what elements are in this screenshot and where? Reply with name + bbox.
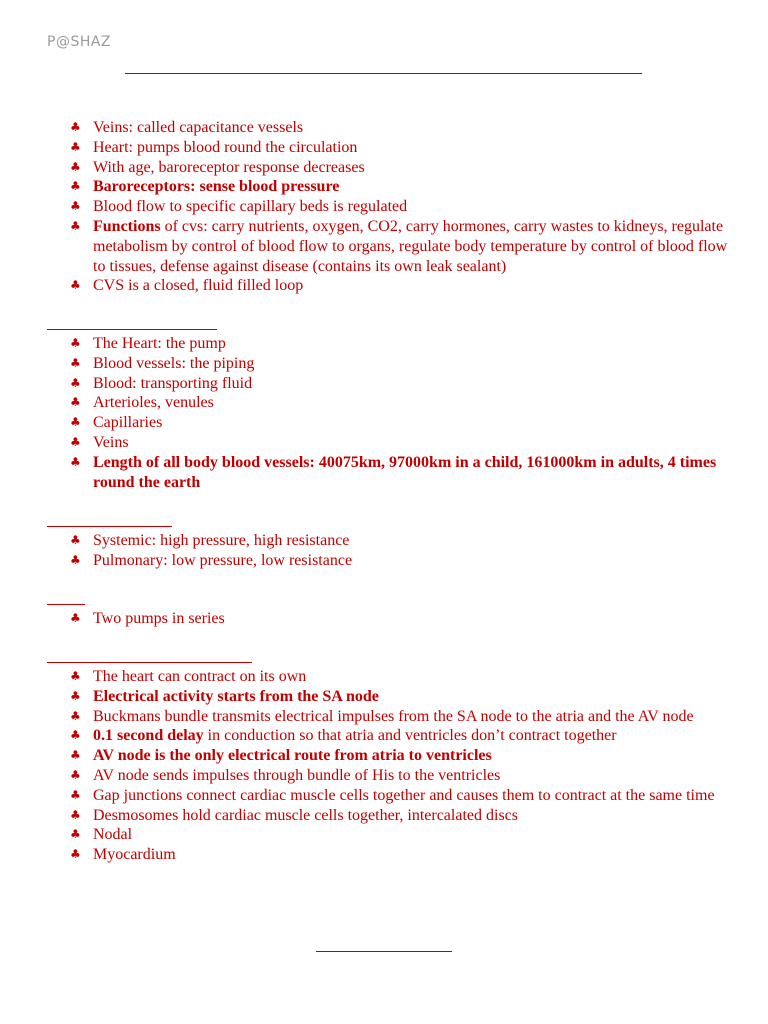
list-item-lead: Functions [93, 217, 161, 235]
list-item [70, 354, 730, 374]
list-item [70, 707, 730, 727]
list-item-text: Electrical activity starts from the SA node [93, 687, 379, 705]
club-bullet-icon: ♣ [70, 218, 81, 233]
club-bullet-icon: ♣ [70, 708, 81, 723]
list-item [70, 667, 730, 687]
club-bullet-icon: ♣ [70, 199, 81, 214]
list-item-text: Length of all body blood vessels: 40075km, 97000km in a child, 161000km in adults, 4 times round the earth [93, 453, 717, 491]
circulation-list [70, 531, 730, 571]
club-bullet-icon: ♣ [70, 395, 81, 410]
club-bullet-icon: ♣ [70, 827, 81, 842]
club-bullet-icon: ♣ [70, 807, 81, 822]
list-item [70, 766, 730, 786]
intro-list [70, 118, 730, 296]
list-item [70, 217, 730, 276]
list-item-text: Systemic: high pressure, high resistance [93, 532, 350, 549]
list-item [70, 825, 730, 845]
list-item [70, 806, 730, 826]
club-bullet-icon: ♣ [70, 533, 81, 547]
list-item-text: Veins: called capacitance vessels [93, 119, 304, 136]
list-item-text: in conduction so that atria and ventricles don’t contract together [203, 727, 617, 745]
list-item [70, 374, 730, 394]
pumps-list [70, 609, 730, 629]
club-bullet-icon: ♣ [70, 688, 81, 703]
list-item [70, 197, 730, 217]
list-item-text: of cvs: carry nutrients, oxygen, CO2, carry hormones, carry wastes to kidneys, regulate metabolism by control of blood flow to organs, regulate body temperature by control of blood flow to tissues, defense against disease (contains its own leak sealant) [93, 217, 728, 275]
list-item [70, 413, 730, 433]
list-item [70, 118, 730, 138]
club-bullet-icon: ♣ [70, 552, 81, 567]
list-item-text: Buckmans bundle transmits electrical impulses from the SA node to the atria and the AV node [93, 707, 694, 725]
club-bullet-icon: ♣ [70, 159, 81, 174]
list-item-text: Arterioles, venules [93, 394, 214, 412]
club-bullet-icon: ♣ [70, 787, 81, 802]
list-item-text: Blood flow to specific capillary beds is regulated [93, 198, 408, 216]
title-underline [125, 73, 642, 74]
list-item [70, 845, 730, 865]
club-bullet-icon: ♣ [70, 847, 81, 862]
list-item [70, 138, 730, 158]
list-item [70, 393, 730, 413]
conduction-list [70, 667, 730, 865]
list-item-text: With age, baroreceptor response decreases [93, 158, 365, 176]
list-item [70, 746, 730, 766]
list-item-text: Two pumps in series [93, 610, 225, 627]
list-item-text: Veins [93, 433, 129, 451]
components-list [70, 334, 730, 492]
list-item-text: Blood: transporting fluid [93, 374, 253, 392]
club-bullet-icon: ♣ [70, 611, 81, 625]
list-item [70, 609, 730, 629]
club-bullet-icon: ♣ [70, 355, 81, 370]
list-item [70, 726, 730, 746]
list-item-text: Pulmonary: low pressure, low resistance [93, 551, 353, 569]
list-item [70, 453, 730, 493]
list-item-text: Capillaries [93, 414, 163, 432]
list-item-text: Heart: pumps blood round the circulation [93, 138, 358, 156]
club-bullet-icon: ♣ [70, 415, 81, 430]
club-bullet-icon: ♣ [70, 434, 81, 449]
list-item-text: Baroreceptors: sense blood pressure [93, 178, 340, 196]
club-bullet-icon: ♣ [70, 767, 81, 782]
heading-underline [47, 526, 172, 527]
list-item-text: AV node sends impulses through bundle of His to the ventricles [93, 766, 501, 784]
club-bullet-icon: ♣ [70, 375, 81, 390]
heading-underline [47, 662, 252, 663]
list-item-text: AV node is the only electrical route from atria to ventricles [93, 747, 492, 765]
list-item [70, 276, 730, 296]
footer-underline [316, 951, 452, 952]
list-item [70, 531, 730, 551]
list-item [70, 177, 730, 197]
list-item [70, 551, 730, 571]
list-item [70, 433, 730, 453]
list-item [70, 334, 730, 354]
heading-underline [47, 329, 217, 330]
list-item [70, 786, 730, 806]
club-bullet-icon: ♣ [70, 728, 81, 743]
list-item-text: Gap junctions connect cardiac muscle cells together and causes them to contract at the same time [93, 786, 715, 804]
list-item [70, 687, 730, 707]
list-item-text: Nodal [93, 826, 133, 844]
list-item-text: The Heart: the pump [93, 335, 226, 352]
list-item-text: The heart can contract on its own [93, 668, 307, 685]
heading-underline [47, 604, 85, 605]
club-bullet-icon: ♣ [70, 179, 81, 194]
club-bullet-icon: ♣ [70, 454, 81, 469]
watermark-text: P@SHAZ [47, 34, 112, 50]
list-item-text: Myocardium [93, 846, 176, 864]
list-item-text: Blood vessels: the piping [93, 354, 255, 372]
list-item-text: Desmosomes hold cardiac muscle cells together, intercalated discs [93, 806, 518, 824]
club-bullet-icon: ♣ [70, 278, 81, 293]
club-bullet-icon: ♣ [70, 669, 81, 683]
club-bullet-icon: ♣ [70, 748, 81, 763]
club-bullet-icon: ♣ [70, 139, 81, 154]
list-item-lead: 0.1 second delay [93, 727, 204, 745]
club-bullet-icon: ♣ [70, 120, 81, 134]
club-bullet-icon: ♣ [70, 336, 81, 350]
list-item [70, 158, 730, 178]
list-item-text: CVS is a closed, fluid filled loop [93, 277, 304, 295]
